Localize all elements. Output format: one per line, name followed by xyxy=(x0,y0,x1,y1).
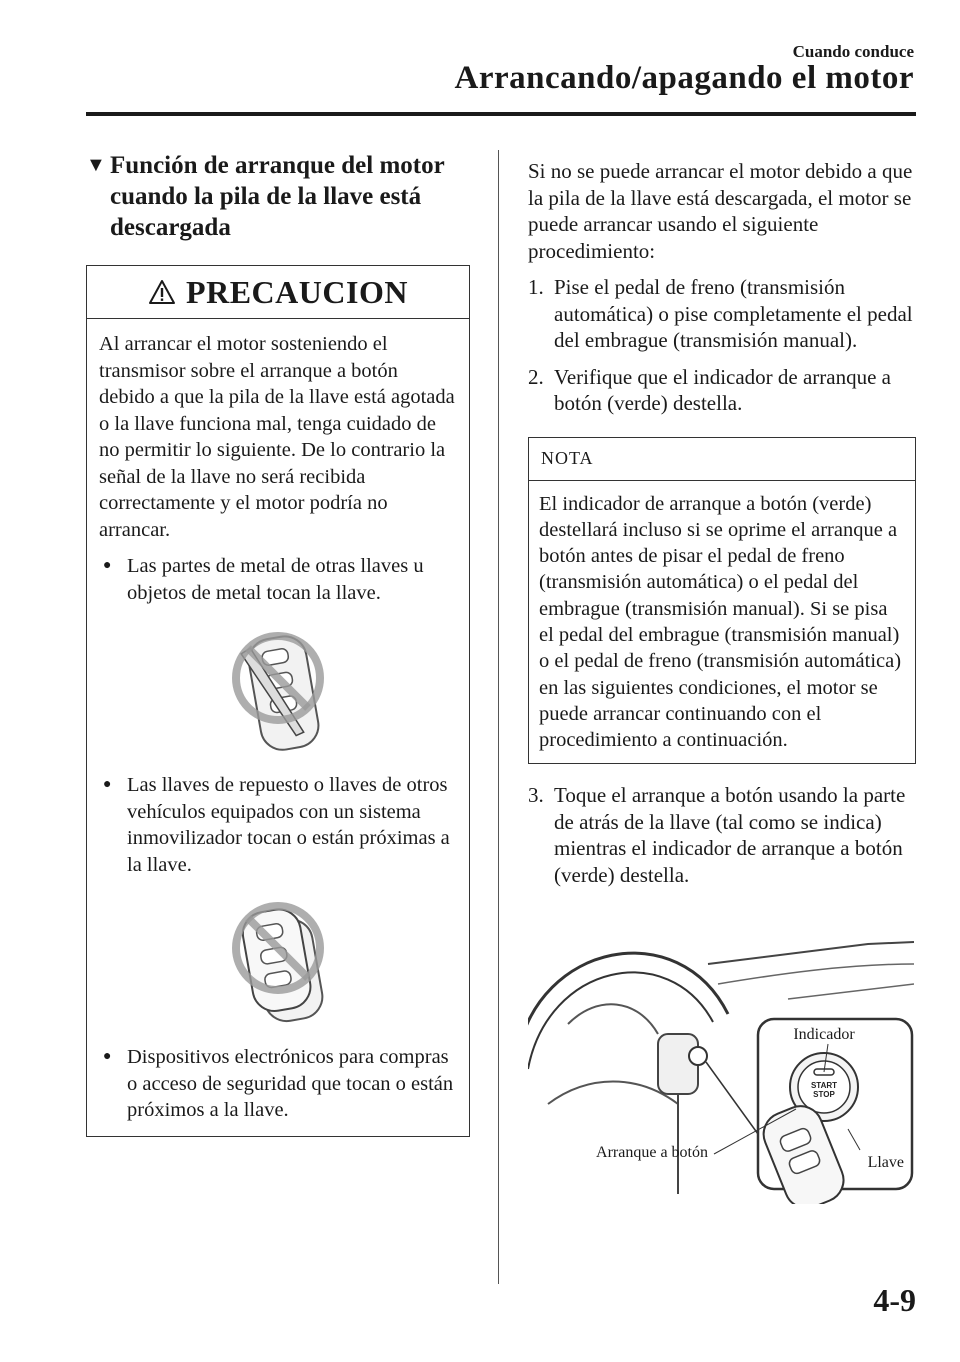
bullet-text: Dispositivos electrónicos para compras o acceso de seguridad que tocan o están próximos a la llave. xyxy=(127,1046,454,1121)
key-metal-contact-illustration xyxy=(218,620,338,760)
step-item xyxy=(528,782,916,888)
step-number: 2. xyxy=(528,364,544,389)
section-heading-text: Función de arranque del motor cuando la pila de la llave está descargada xyxy=(110,152,445,241)
note-box xyxy=(528,437,916,765)
caution-box xyxy=(86,265,470,1137)
key-label: Llave xyxy=(867,1154,904,1172)
bullet-text: Las partes de metal de otras llaves u objetos de metal tocan la llave. xyxy=(127,555,424,604)
column-divider xyxy=(498,150,499,1284)
left-column xyxy=(86,150,470,1137)
note-body: El indicador de arranque a botón (verde) destellará incluso si se oprime el arranque a botón antes de pisar el pedal de freno (transmisión automática) o el pedal del embrague (transmisión manual). Si se pisa el pedal del embrague (transmisión manual) o el pedal de freno (transmisión automática) en las siguientes condiciones, el motor se puede arrancar continuando con el procedimiento a continuación. xyxy=(539,492,902,752)
step-text: Toque el arranque a botón usando la parte de atrás de la llave (tal como se indica) mientras el indicador de arranque a botón (verde) destella. xyxy=(554,783,906,887)
bullet-icon: ● xyxy=(103,1049,112,1064)
list-item xyxy=(99,772,457,878)
section-heading xyxy=(86,150,470,243)
header-subtitle: Cuando conduce xyxy=(792,42,914,61)
triangle-marker-icon: ▼ xyxy=(86,154,106,176)
bullet-icon: ● xyxy=(103,777,112,792)
step-number: 1. xyxy=(528,275,544,299)
step-item xyxy=(528,274,916,354)
list-item xyxy=(99,1044,457,1124)
start-button-label: Arranque a botón xyxy=(596,1144,708,1162)
caution-body xyxy=(87,319,469,1136)
bullet-text: Las llaves de repuesto o llaves de otros vehículos equipados con un sistema inmovilizador tocan o están próximas a la llave. xyxy=(127,774,450,876)
caution-intro: Al arrancar el motor sosteniendo el transmisor sobre el arranque a botón debido a que la pila de la llave está agotada o la llave funciona mal, tenga cuidado de no permitir lo siguiente. De lo contrario la señal de la llave no será recibida correctamente y el motor podría no arrancar. xyxy=(99,333,455,541)
caution-header xyxy=(87,266,469,319)
note-title: NOTA xyxy=(529,438,915,481)
page-title: Arrancando/apagando el motor xyxy=(454,60,914,96)
page-number: 4-9 xyxy=(873,1282,916,1318)
stop-label: STOP xyxy=(813,1090,835,1100)
procedure-intro: Si no se puede arrancar el motor debido a que la pila de la llave está descargada, el motor se puede arrancar usando el siguiente procedimiento: xyxy=(528,159,913,263)
step-item xyxy=(528,364,916,417)
list-item xyxy=(99,553,457,606)
spare-keys-illustration xyxy=(218,892,338,1032)
step-text: Verifique que el indicador de arranque a botón (verde) destella. xyxy=(554,364,892,415)
header-rule xyxy=(86,112,916,116)
bullet-icon: ● xyxy=(103,558,112,573)
start-label: START xyxy=(810,1081,838,1091)
step-text: Pise el pedal de freno (transmisión automática) o pise completamente el pedal del embrague (transmisión manual). xyxy=(554,275,913,352)
caution-title: PRECAUCION xyxy=(186,273,408,310)
step-number: 3. xyxy=(528,783,544,808)
right-column xyxy=(528,158,916,1204)
warning-icon xyxy=(148,279,176,305)
indicator-label: Indicador xyxy=(793,1026,855,1044)
dashboard-start-button-illustration xyxy=(528,904,914,1204)
